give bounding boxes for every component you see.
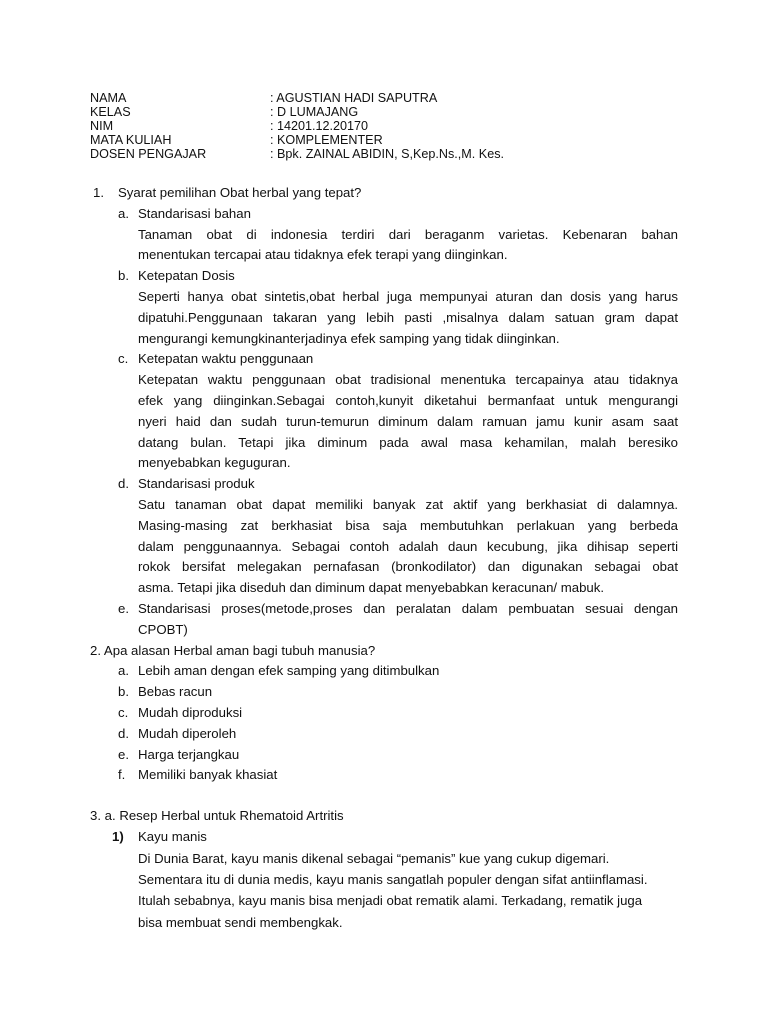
item-title: Standarisasi proses(metode,proses dan peralatan dalam pembuatan sesuai dengan (138, 600, 678, 616)
paragraph-line: Sementara itu di dunia medis, kayu manis sangatlah populer dengan sifat antiinflamasi. (138, 872, 648, 887)
list-marker: a. (118, 205, 129, 221)
info-row-dosen (90, 147, 504, 161)
list-marker: d. (118, 476, 129, 492)
info-row-nim (90, 119, 504, 133)
info-label: DOSEN PENGAJAR (90, 147, 207, 161)
question-1 (90, 183, 678, 204)
list-marker: c. (118, 704, 129, 720)
list-item-marker-d (90, 474, 678, 495)
list-marker: e. (118, 600, 129, 616)
paragraph-line: Tanaman obat di indonesia terdiri dari beraganm varietas. Kebenaran bahan (138, 226, 678, 242)
item-title: Standarisasi bahan (138, 205, 251, 221)
paragraph-line: Ketepatan waktu penggunaan obat tradisional menentuka tercapainya atau tidaknya (138, 372, 678, 388)
paragraph-line: nyeri haid dan sudah turun-temurun diminum dalam ramuan jamu kunir asam saat (138, 413, 678, 429)
list-item-marker-a (90, 204, 678, 225)
info-label: NAMA (90, 91, 127, 105)
list-marker: f. (118, 767, 126, 783)
info-value: : Bpk. ZAINAL ABIDIN, S,Kep.Ns.,M. Kes. (270, 147, 504, 161)
info-row-kelas (90, 105, 504, 119)
list-marker: e. (118, 746, 129, 762)
paragraph-line: rokok bersifat melegakan pernafasan (bronkodilator) dan digunakan sebagai obat (138, 559, 678, 575)
question-text: Syarat pemilihan Obat herbal yang tepat? (118, 185, 362, 200)
list-marker: c. (118, 351, 129, 367)
list-marker: d. (118, 725, 129, 741)
numbered-item (90, 827, 678, 848)
list-item (90, 745, 678, 766)
item-title: Ketepatan waktu penggunaan (138, 351, 314, 367)
list-item (90, 703, 678, 724)
list-item-text: Lebih aman dengan efek samping yang ditimbulkan (138, 663, 440, 679)
paragraph-line: Itulah sebabnya, kayu manis bisa menjadi obat rematik alami. Terkadang, rematik juga (138, 893, 643, 909)
paragraph-line: Satu tanaman obat dapat memiliki banyak zat aktif yang berkhasiat di dalamnya. (138, 496, 678, 512)
info-row-mata-kuliah (90, 133, 504, 147)
list-item (90, 661, 678, 682)
list-item (90, 724, 678, 745)
item-title: Ketepatan Dosis (138, 268, 235, 284)
paragraph-line: asma. Tetapi jika diseduh dan diminum dapat menyebabkan keracunan/ mabuk. (138, 580, 604, 596)
list-item-marker-e (90, 599, 678, 620)
list-item-text: Bebas racun (138, 684, 213, 700)
list-item (90, 682, 678, 703)
document-body (90, 183, 678, 933)
item-title: Standarisasi produk (138, 476, 255, 492)
info-label: KELAS (90, 105, 131, 119)
question-3-heading: 3. a. Resep Herbal untuk Rhematoid Artritis (90, 808, 344, 824)
info-row-nama (90, 91, 504, 105)
paragraph-line: menentukan tercapai atau tidaknya efek terapi yang diinginkan. (138, 247, 508, 263)
list-item-marker-b (90, 266, 678, 287)
info-value: : KOMPLEMENTER (270, 133, 383, 147)
info-value: : AGUSTIAN HADI SAPUTRA (270, 91, 438, 105)
list-marker: a. (118, 663, 129, 679)
list-item-marker-c (90, 349, 678, 370)
info-value: : 14201.12.20170 (270, 119, 369, 133)
student-info-header (90, 91, 504, 161)
paragraph-line: bisa membuat sendi membengkak. (138, 914, 343, 930)
item-title: Kayu manis (138, 828, 207, 844)
paragraph-line: dalam penggunaannya. Sebagai contoh adalah daun kecubung, jika dihisap seperti (138, 538, 678, 554)
list-item-text: Mudah diperoleh (138, 725, 237, 741)
paragraph-line: Seperti hanya obat sintetis,obat herbal juga mempunyai aturan dan dosis yang harus (138, 288, 678, 304)
info-value: : D LUMAJANG (270, 105, 359, 119)
paragraph-line: Di Dunia Barat, kayu manis dikenal sebagai “pemanis” kue yang cukup digemari. (138, 850, 610, 866)
paragraph-line: mengurangi kemungkinanterjadinya efek samping yang tidak diinginkan. (138, 330, 560, 346)
list-item (90, 765, 678, 786)
list-marker: 1) (112, 828, 124, 844)
list-item-text: Memiliki banyak khasiat (138, 767, 278, 783)
paragraph-line: menyebabkan keguguran. (138, 455, 291, 471)
list-marker: b. (118, 268, 129, 284)
info-label: NIM (90, 119, 114, 133)
paragraph-line: CPOBT) (138, 621, 188, 637)
list-marker: b. (118, 684, 129, 700)
list-item-text: Harga terjangkau (138, 746, 240, 762)
paragraph-line: datang bulan. Tetapi jika diminum pada awal masa kehamilan, malah beresiko (138, 434, 678, 450)
question-number: 1. (93, 185, 104, 200)
question-2: 2. Apa alasan Herbal aman bagi tubuh manusia? (90, 642, 376, 658)
spacer (90, 786, 678, 806)
paragraph-line: dipatuhi.Penggunaan takaran yang lebih pasti ,misalnya dalam satuan gram dapat (138, 309, 678, 325)
list-item-text: Mudah diproduksi (138, 704, 243, 720)
paragraph-line: Masing-masing zat berkhasiat bisa saja membutuhkan perlakuan yang berbeda (138, 517, 678, 533)
info-label: MATA KULIAH (90, 133, 172, 147)
paragraph-line: efek yang diinginkan.Sebagai contoh,kunyit diketahui bermanfaat untuk mengurangi (138, 392, 678, 408)
